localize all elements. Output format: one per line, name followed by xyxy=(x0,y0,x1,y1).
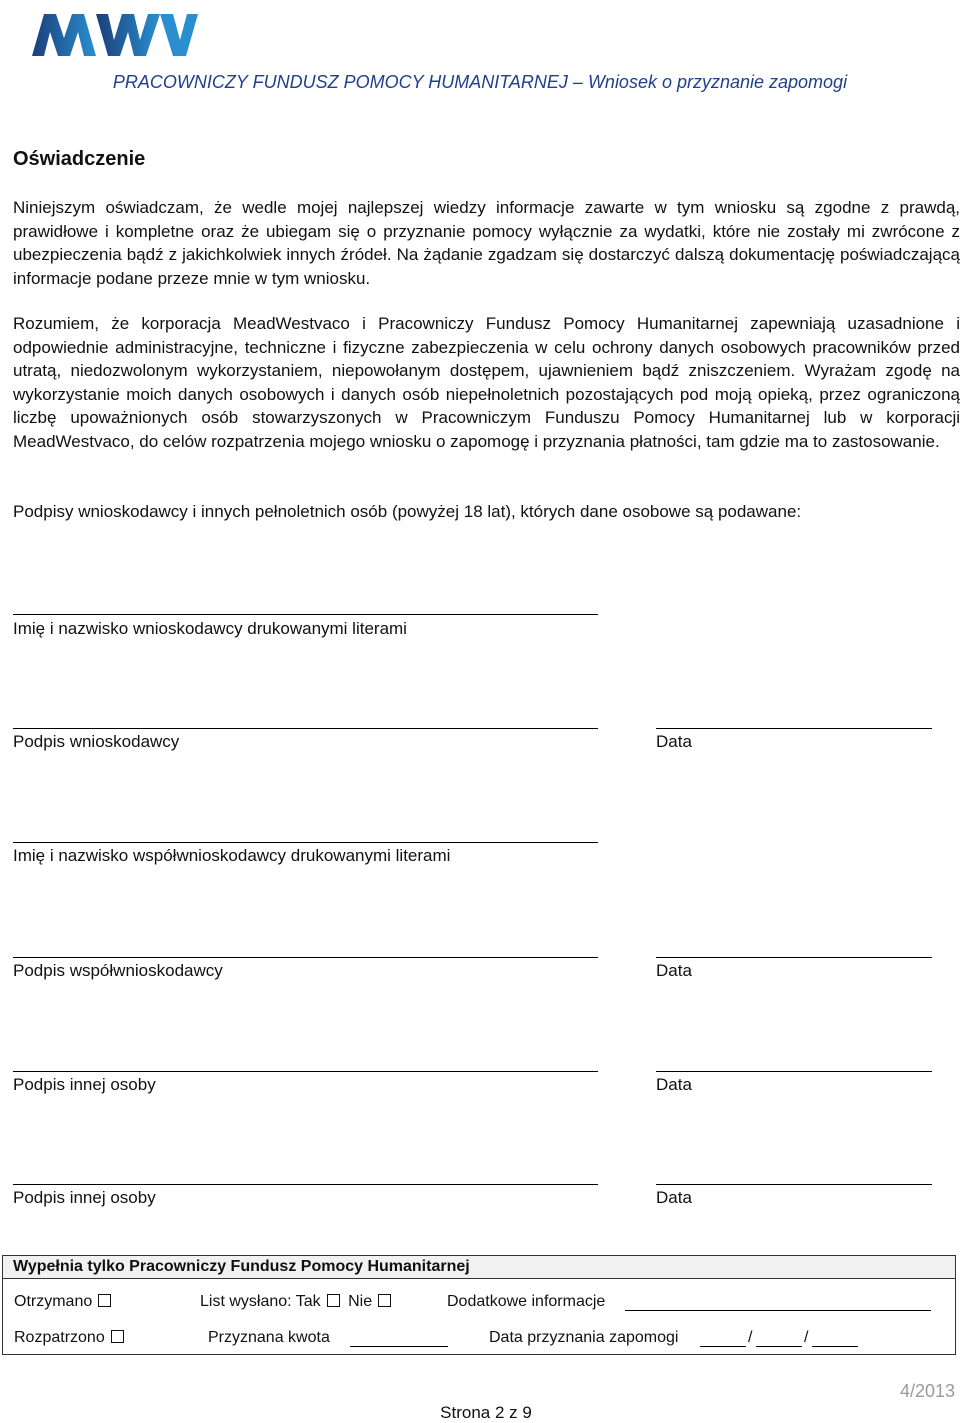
letter-sent-yes-checkbox[interactable] xyxy=(327,1294,340,1307)
other-date-line-1[interactable] xyxy=(656,1071,932,1072)
reviewed-checkbox[interactable] xyxy=(111,1330,124,1343)
amount-granted-line[interactable] xyxy=(350,1346,448,1347)
received-field xyxy=(14,1293,111,1311)
grant-date-year-line[interactable] xyxy=(812,1346,858,1347)
applicant-signature-line[interactable] xyxy=(13,728,598,729)
office-use-box xyxy=(2,1255,956,1355)
document-version-date: 4/2013 xyxy=(900,1381,956,1401)
company-logo xyxy=(30,12,200,58)
office-use-header-text: Wypełnia tylko Pracowniczy Fundusz Pomocy Humanitarnej xyxy=(13,1258,470,1275)
applicant-signature-label: Podpis wnioskodawcy xyxy=(13,732,180,751)
signatures-intro: Podpisy wnioskodawcy i innych pełnoletnich osób (powyżej 18 lat), których dane osobowe są podawane: xyxy=(13,502,802,521)
grant-date-slash-1: / xyxy=(748,1329,753,1346)
coapplicant-date-label: Data xyxy=(656,961,692,980)
reviewed-label: Rozpatrzono xyxy=(14,1329,105,1346)
grant-date-month-line[interactable] xyxy=(756,1346,802,1347)
applicant-name-line[interactable] xyxy=(13,614,598,615)
applicant-name-label: Imię i nazwisko wnioskodawcy drukowanymi literami xyxy=(13,619,407,638)
applicant-date-line[interactable] xyxy=(656,728,932,729)
other-date-label-2: Data xyxy=(656,1188,692,1207)
additional-info-label: Dodatkowe informacje xyxy=(447,1293,606,1310)
letter-sent-field xyxy=(200,1293,391,1311)
coapplicant-date-line[interactable] xyxy=(656,957,932,958)
received-checkbox[interactable] xyxy=(98,1294,111,1307)
other-signature-line-2[interactable] xyxy=(13,1184,598,1185)
received-label: Otrzymano xyxy=(14,1293,93,1310)
other-signature-label-2: Podpis innej osoby xyxy=(13,1188,156,1207)
section-title: Oświadczenie xyxy=(13,148,146,170)
other-date-line-2[interactable] xyxy=(656,1184,932,1185)
coapplicant-signature-line[interactable] xyxy=(13,957,598,958)
other-signature-label-1: Podpis innej osoby xyxy=(13,1075,156,1094)
document-header-title: PRACOWNICZY FUNDUSZ POMOCY HUMANITARNEJ – Wniosek o przyznanie zapomogi xyxy=(112,72,848,92)
office-use-header xyxy=(3,1256,955,1279)
letter-sent-label: List wysłano: xyxy=(200,1293,292,1310)
amount-granted-label: Przyznana kwota xyxy=(208,1329,330,1346)
additional-info-line[interactable] xyxy=(625,1310,931,1311)
grant-date-day-line[interactable] xyxy=(700,1346,746,1347)
coapplicant-name-line[interactable] xyxy=(13,842,598,843)
other-date-label-1: Data xyxy=(656,1075,692,1094)
mwv-logo-graphic xyxy=(30,12,200,58)
applicant-date-label: Data xyxy=(656,732,692,751)
coapplicant-name-label: Imię i nazwisko współwnioskodawcy drukowanymi literami xyxy=(13,846,451,865)
grant-date-slash-2: / xyxy=(804,1329,809,1346)
coapplicant-signature-label: Podpis współwnioskodawcy xyxy=(13,961,223,980)
letter-sent-yes-label: Tak xyxy=(295,1293,321,1310)
letter-sent-no-label: Nie xyxy=(348,1293,373,1310)
letter-sent-no-checkbox[interactable] xyxy=(378,1294,391,1307)
grant-date-label: Data przyznania zapomogi xyxy=(489,1329,679,1346)
declaration-paragraph: Niniejszym oświadczam, że wedle mojej najlepszej wiedzy informacje zawarte w tym wniosku są zgodne z prawdą, prawidłowe i kompletne oraz że ubiegam się o przyznanie pomocy wyłącznie za wydatki, które nie zostały mi zwrócone z ubezpieczenia bądź z jakichkolwiek innych źródeł. Na żądanie zgadzam się dostarczyć dalszą dokumentację poświadczającą informacje podane przeze mnie w tym wniosku. xyxy=(13,198,960,288)
reviewed-field xyxy=(14,1329,124,1347)
page-number: Strona 2 z 9 xyxy=(440,1403,532,1422)
other-signature-line-1[interactable] xyxy=(13,1071,598,1072)
data-consent-paragraph: Rozumiem, że korporacja MeadWestvaco i Pracowniczy Fundusz Pomocy Humanitarnej zapewniają uzasadnione i odpowiednie administracyjne, techniczne i fizyczne zabezpieczenia w celu ochrony danych osobowych pracowników przed utratą, niedozwolonym wykorzystaniem, niepowołanym dostępem, ujawnieniem bądź zniszczeniem. Wyrażam zgodę na wykorzystanie moich danych osobowych i danych osób niepełnoletnich pozostających pod moją opieką, przez ograniczoną liczbę upoważnionych osób stowarzyszonych w Pracowniczym Funduszu Pomocy Humanitarnej lub w korporacji MeadWestvaco, do celów rozpatrzenia mojego wniosku o zapomogę i przyznania płatności, tam gdzie ma to zastosowanie. xyxy=(13,314,960,451)
